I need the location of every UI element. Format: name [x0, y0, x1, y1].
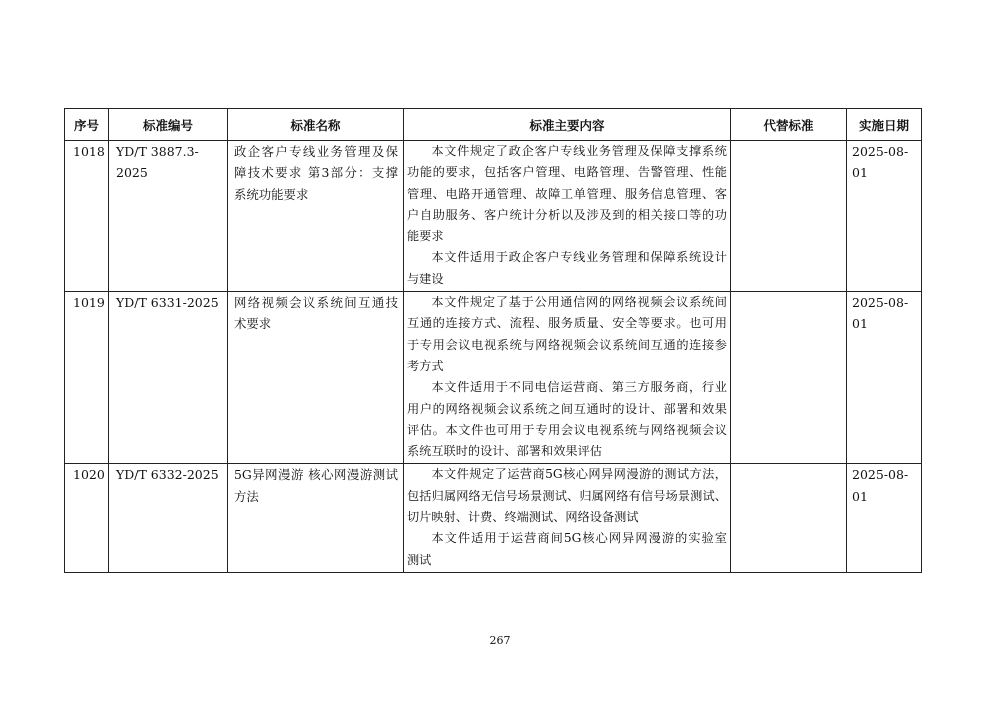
- cell-content: [404, 141, 731, 292]
- header-cell-replaces: 代替标准: [731, 109, 847, 141]
- cell-seq: 1019: [65, 292, 109, 464]
- content-line: 互通的连接方式、流程、服务质量、安全等要求。也可用: [407, 316, 727, 331]
- content-paragraph: [407, 464, 727, 528]
- cell-code: YD/T 6331-2025: [109, 292, 228, 464]
- name-line: 术要求: [234, 316, 272, 332]
- header-cell-seq: 序号: [65, 109, 109, 141]
- table-row: [65, 292, 922, 464]
- content-paragraph: [407, 377, 727, 462]
- cell-code: YD/T 6332-2025: [109, 464, 228, 572]
- name-line: 网络视频会议系统间互通技: [234, 295, 398, 311]
- content-line: 本文件规定了基于公用通信网的网络视频会议系统间: [431, 295, 727, 310]
- header-cell-code: 标准编号: [109, 109, 228, 141]
- content-paragraph: [407, 292, 727, 377]
- content-line: 户自助服务、客户统计分析以及涉及到的相关接口等的功: [407, 207, 727, 222]
- cell-name: [228, 292, 404, 464]
- content-paragraph: [407, 141, 727, 247]
- content-line: 本文件适用于运营商间5G核心网异网漫游的实验室: [431, 531, 727, 546]
- cell-content: [404, 464, 731, 572]
- content-line: 本文件适用于不同电信运营商、第三方服务商，行业: [431, 380, 727, 395]
- content-line: 能要求: [407, 229, 444, 244]
- name-line: 政企客户专线业务管理及保: [234, 144, 398, 159]
- cell-date: 2025-08-01: [847, 464, 922, 572]
- content-line: 用户的网络视频会议系统之间互通时的设计、部署和效果: [407, 401, 727, 416]
- name-line: 障技术要求 第3部分：支撑: [234, 165, 398, 181]
- name-line: 方法: [234, 488, 259, 504]
- content-line: 本文件适用于政企客户专线业务管理和保障系统设计: [431, 250, 727, 265]
- table-header: [65, 109, 922, 141]
- content-paragraph: [407, 247, 727, 290]
- content-line: 包括归属网络无信号场景测试、归属网络有信号场景测试、: [407, 488, 727, 503]
- table-row: [65, 464, 922, 572]
- cell-date: 2025-08-01: [847, 292, 922, 464]
- content-line: 测试: [407, 552, 432, 567]
- content-line: 本文件规定了运营商5G核心网异网漫游的测试方法，: [431, 467, 727, 482]
- header-cell-date: 实施日期: [847, 109, 922, 141]
- content-line: 本文件规定了政企客户专线业务管理及保障支撑系统: [431, 144, 727, 158]
- content-line: 考方式: [407, 358, 444, 373]
- standards-table: [64, 108, 922, 573]
- content-line: 评估。本文件也可用于专用会议电视系统与网络视频会议: [407, 422, 727, 437]
- cell-seq: 1020: [65, 464, 109, 572]
- cell-date: 2025-08-01: [847, 141, 922, 292]
- content-line: 功能的要求，包括客户管理、电路管理、告警管理、性能: [407, 165, 727, 180]
- name-line: 5G异网漫游 核心网漫游测试: [234, 467, 398, 483]
- cell-replaces: [731, 141, 847, 292]
- header-cell-content: 标准主要内容: [404, 109, 731, 141]
- content-line: 管理、电路开通管理、故障工单管理、服务信息管理、客: [407, 186, 727, 201]
- table-body: [65, 141, 922, 573]
- table-row: [65, 141, 922, 292]
- content-line: 系统互联时的设计、部署和效果评估: [407, 444, 602, 459]
- header-row: [65, 109, 922, 141]
- page-number: 267: [489, 634, 511, 647]
- cell-replaces: [731, 292, 847, 464]
- name-line: 系统功能要求: [234, 186, 309, 202]
- content-paragraph: [407, 528, 727, 571]
- content-line: 与建设: [407, 271, 444, 286]
- cell-name: [228, 141, 404, 292]
- cell-replaces: [731, 464, 847, 572]
- header-cell-name: 标准名称: [228, 109, 404, 141]
- cell-seq: 1018: [65, 141, 109, 292]
- cell-content: [404, 292, 731, 464]
- content-line: 于专用会议电视系统与网络视频会议系统间互通的连接参: [407, 337, 727, 352]
- cell-name: [228, 464, 404, 572]
- cell-code: YD/T 3887.3-2025: [109, 141, 228, 292]
- content-line: 切片映射、计费、终端测试、网络设备测试: [407, 510, 639, 525]
